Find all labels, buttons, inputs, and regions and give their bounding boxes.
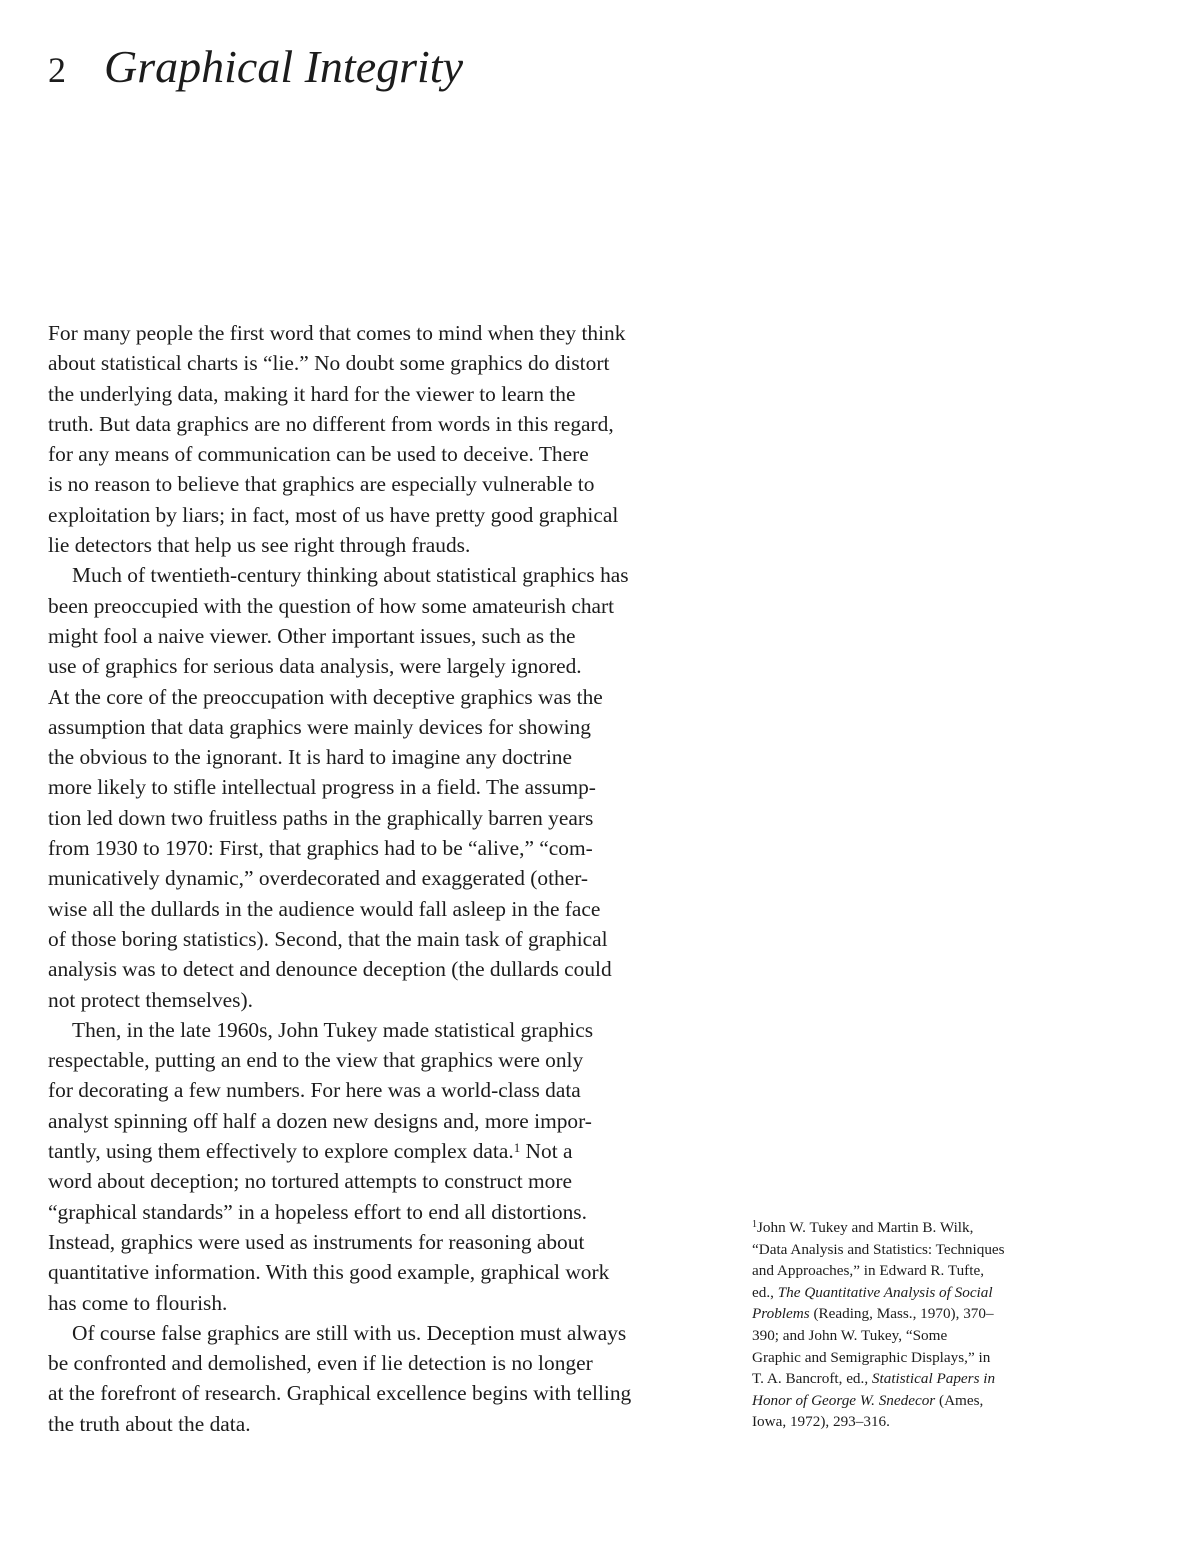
chapter-header (48, 40, 463, 93)
body-line: Much of twentieth-century thinking about statistical graphics has (72, 563, 629, 588)
body-line: for any means of communication can be used to deceive. There (48, 442, 589, 467)
body-line: tion led down two fruitless paths in the graphically barren years (48, 805, 594, 830)
body-line: quantitative information. With this good example, graphical work (48, 1260, 610, 1285)
footnote-line: Problems (Reading, Mass., 1970), 370– (752, 1305, 994, 1323)
chapter-title: Graphical Integrity (104, 41, 463, 92)
footnote-line: and Approaches,” in Edward R. Tufte, (752, 1262, 984, 1280)
body-line: municatively dynamic,” overdecorated and exaggerated (other- (48, 866, 589, 891)
body-line: for decorating a few numbers. For here was a world-class data (48, 1078, 581, 1103)
body-line: analysis was to detect and denounce deception (the dullards could (48, 957, 612, 982)
body-line: truth. But data graphics are no different from words in this regard, (48, 411, 614, 436)
book-title: The Quantitative Analysis of Social (777, 1283, 993, 1301)
body-line: is no reason to believe that graphics are especially vulnerable to (48, 472, 595, 497)
body-line: the truth about the data. (48, 1411, 251, 1436)
body-line: at the forefront of research. Graphical excellence begins with telling (48, 1381, 632, 1406)
book-title: Statistical Papers in (871, 1370, 996, 1388)
body-line: word about deception; no tortured attempts to construct more (48, 1169, 572, 1194)
main-text (48, 318, 704, 1439)
footnote-line: Graphic and Semigraphic Displays,” in (752, 1348, 991, 1366)
footnote-line: Iowa, 1972), 293–316. (752, 1413, 890, 1431)
body-line: respectable, putting an end to the view that graphics were only (48, 1048, 584, 1073)
body-line: Instead, graphics were used as instruments for reasoning about (48, 1229, 585, 1254)
footnote-line: 390; and John W. Tukey, “Some (752, 1326, 948, 1344)
footnote-line: $^1$John W. Tukey and Martin B. Wilk, (752, 1219, 974, 1236)
body-line: analyst spinning off half a dozen new designs and, more impor- (48, 1108, 592, 1133)
body-line: exploitation by liars; in fact, most of us have pretty good graphical (48, 502, 619, 527)
body-line: Of course false graphics are still with us. Deception must always (72, 1320, 627, 1345)
book-title: Problems (752, 1305, 810, 1323)
footnote-number: 1 (752, 1219, 757, 1230)
body-line: be confronted and demolished, even if lie detection is no longer (48, 1351, 593, 1376)
footnote-line: ed., The Quantitative Analysis of Social (752, 1283, 993, 1301)
body-line: from 1930 to 1970: First, that graphics had to be “alive,” “com- (48, 836, 593, 861)
body-line: of those boring statistics). Second, that the main task of graphical (48, 926, 608, 951)
body-line: wise all the dullards in the audience would fall asleep in the face (48, 896, 601, 921)
body-line: “graphical standards” in a hopeless effort to end all distortions. (48, 1199, 587, 1224)
body-line: might fool a naive viewer. Other important issues, such as the (48, 623, 576, 648)
body-line: assumption that data graphics were mainly devices for showing (48, 714, 591, 739)
body-line: about statistical charts is “lie.” No doubt some graphics do distort (48, 351, 610, 376)
body-line: Then, in the late 1960s, John Tukey made statistical graphics (72, 1017, 594, 1042)
footnote-line: “Data Analysis and Statistics: Techniques (752, 1240, 1005, 1258)
book-title: Honor of George W. Snedecor (752, 1391, 936, 1409)
body-line: For many people the first word that comes to mind when they think (48, 321, 626, 345)
footnote-line: T. A. Bancroft, ed., Statistical Papers in (752, 1370, 996, 1388)
body-line: At the core of the preoccupation with deceptive graphics was the (48, 684, 603, 709)
body-line: has come to flourish. (48, 1290, 228, 1315)
body-line: more likely to stifle intellectual progress in a field. The assump- (48, 775, 596, 800)
body-line: the obvious to the ignorant. It is hard to imagine any doctrine (48, 745, 572, 770)
body-line: tantly, using them effectively to explore complex data.$^1$ Not a (48, 1139, 573, 1164)
body-line: the underlying data, making it hard for the viewer to learn the (48, 381, 576, 406)
chapter-number: 2 (48, 50, 66, 90)
body-line: use of graphics for serious data analysis, were largely ignored. (48, 654, 582, 679)
body-line: lie detectors that help us see right through frauds. (48, 533, 471, 558)
footnote-reference: 1 (513, 1140, 521, 1156)
footnote (752, 1217, 1072, 1433)
footnote-line: Honor of George W. Snedecor (Ames, (752, 1391, 984, 1409)
body-line: not protect themselves). (48, 987, 253, 1012)
body-line: been preoccupied with the question of how some amateurish chart (48, 593, 615, 618)
